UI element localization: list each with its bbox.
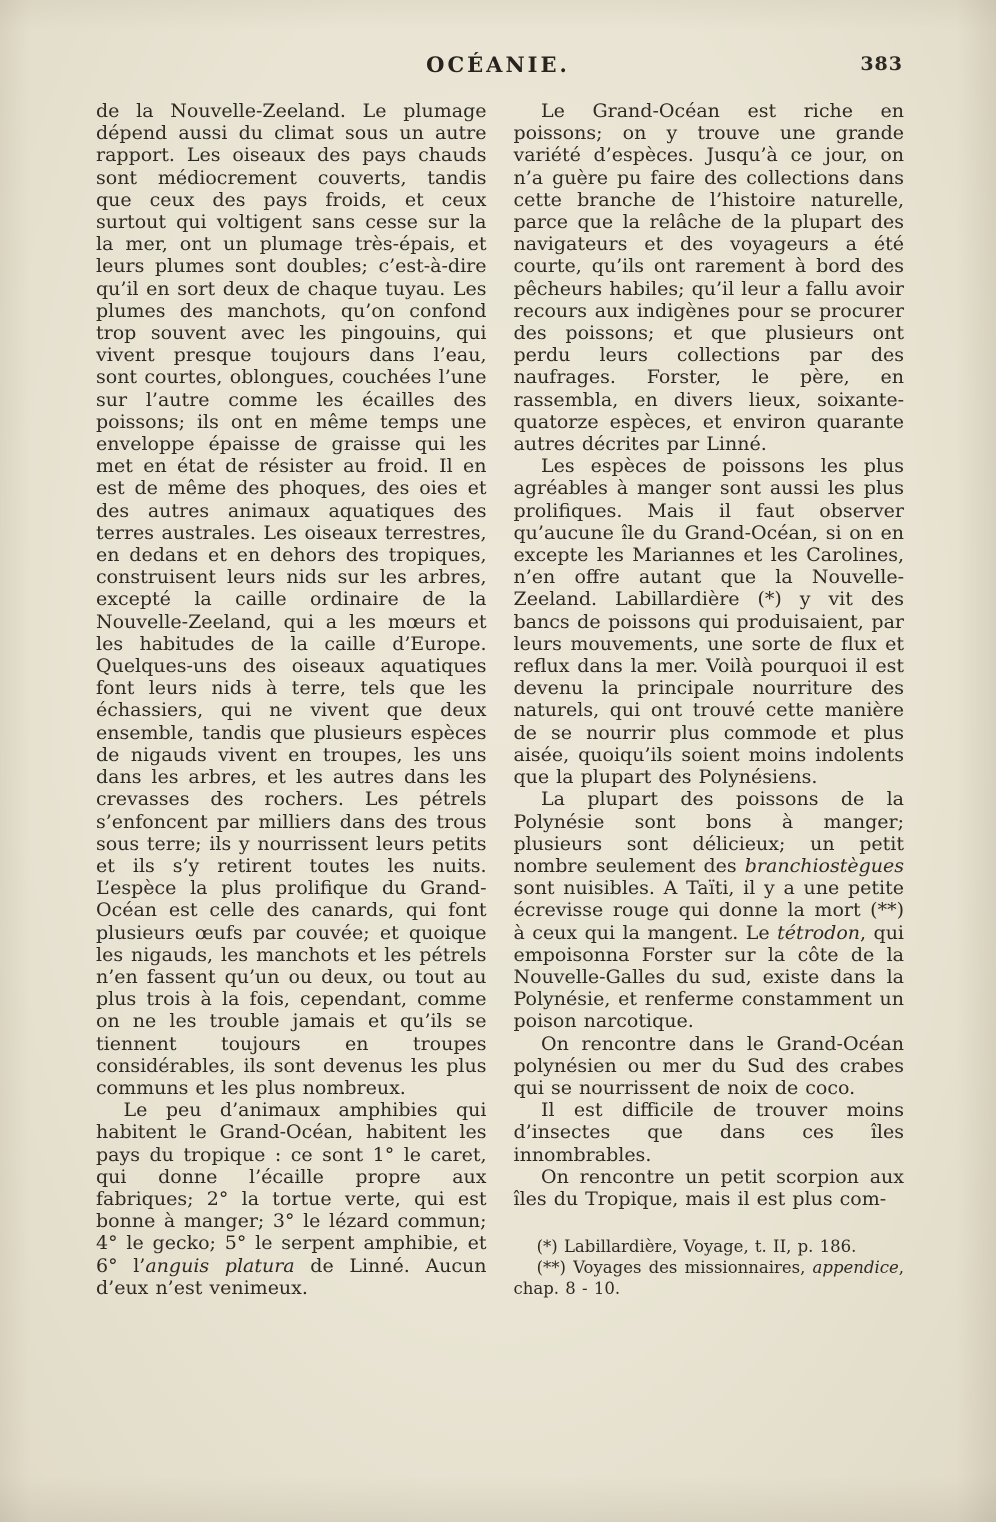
footnote <box>514 1236 905 1257</box>
italic-text: appendice <box>812 1258 899 1278</box>
right-column <box>514 100 905 1299</box>
left-column <box>96 100 487 1299</box>
paragraph <box>514 455 905 788</box>
text-segment: de la Nouvelle-Zeeland. Le plumage dépend aussi du climat sous un autre rapport. Les oiseaux des pays chauds sont médiocrement couverts, tandis que ceux des pays froids, et ceux surtout qui voltigent sans cesse sur la la mer, ont un plumage très-épais, et leurs plumes sont doubles; c’est-à-dire qu’il en sort deux de chaque tuyau. Les plumes des manchots, qu’on confond trop souvent avec les pingouins, qui vivent presque toujours dans l’eau, sont courtes, oblongues, couchées l’une sur l’autre comme les écailles des poissons; ils ont en même temps une enveloppe épaisse de graisse qui les met en état de résister au froid. Il en est de même des phoques, des oies et des autres animaux aquatiques des terres australes. Les oiseaux terrestres, en dedans et en dehors des tropiques, construisent leurs nids sur les arbres, excepté la caille ordinaire de la Nouvelle-Zeeland, qui a les mœurs et les habitudes de la caille d’Europe. Quelques-uns des oiseaux aquatiques font leurs nids à terre, tels que les échassiers, qui ne vivent que deux ensemble, tandis que plusieurs espèces de nigauds vivent en troupes, les uns dans les arbres, et les autres dans les crevasses des rochers. Les pétrels s’enfoncent par milliers dans des trous sous terre; ils y nourrissent leurs petits et ils s’y retirent toutes les nuits. L’espèce la plus prolifique du Grand-Océan est celle des canards, qui font plusieurs œufs par couvée; et quoique les nigauds, les manchots et les pétrels n’en fassent qu’un ou deux, ou tout au plus trois à la fois, cependant, comme on ne les trouble jamais et qu’ils se tiennent toujours en troupes considérables, ils sont devenus les plus communs et les plus nombreux. <box>96 100 487 1099</box>
text-segment: (**) Voyages des missionnaires, <box>536 1258 813 1278</box>
footnote <box>514 1257 905 1299</box>
text-segment: , chap. 8 - 10. <box>513 1258 904 1299</box>
paragraph <box>514 100 905 455</box>
text-columns <box>0 98 996 1299</box>
paragraph <box>514 1099 905 1166</box>
paragraph <box>514 1033 905 1100</box>
text-segment: sont nuisibles. A Taïti, il y a une petite écrevisse rouge qui donne la mort (**) à ceux qui la mangent. Le <box>513 877 904 944</box>
text-segment: On rencontre dans le Grand-Océan polynésien ou mer du Sud des crabes qui se nourrissent de noix de coco. <box>513 1032 904 1099</box>
text-segment: La plupart des poissons de la Polynésie sont bons à manger; plusieurs sont délicieux; un petit nombre seulement des <box>513 788 904 877</box>
text-segment: (*) Labillardière, Voyage, t. II, p. 186. <box>536 1237 857 1257</box>
paragraph <box>96 100 487 1099</box>
text-segment: Il est difficile de trouver moins d’insectes que dans ces îles innombrables. <box>513 1099 904 1166</box>
footnotes <box>514 1236 905 1299</box>
paragraph <box>514 788 905 1032</box>
text-segment: Le peu d’animaux amphibies qui habitent le Grand-Océan, habitent les pays du tropique : ce sont 1° le caret, qui donne l’écaille propre aux fabriques; 2° la tortue verte, qui est bonne à manger; 3° le lézard commun; 4° le gecko; 5° le serpent amphibie, et 6° l’ <box>96 1099 487 1277</box>
italic-text: branchiostègues <box>744 854 904 877</box>
italic-text: tétrodon <box>777 921 861 944</box>
text-segment: On rencontre un petit scorpion aux îles du Tropique, mais il est plus com- <box>513 1165 904 1210</box>
page-header <box>0 0 996 98</box>
text-segment: , qui empoisonna Forster sur la côte de la Nouvelle-Galles du sud, existe dans la Polynésie, et renferme constamment un poison narcotique. <box>513 921 905 1033</box>
text-segment: Les espèces de poissons les plus agréables à manger sont aussi les plus prolifiques. Mais il faut observer qu’aucune île du Grand-Océan, si on en excepte les Mariannes et les Carolines, n’en offre autant que la Nouvelle-Zeeland. Labillardière (*) y vit des bancs de poissons qui produisaient, par leurs mouvements, une sorte de flux et reflux dans la mer. Voilà pourquoi il est devenu la principale nourriture des naturels, qui ont trouvé cette manière de se nourrir plus commode et plus aisée, quoiqu’ils soient moins indolents que la plupart des Polynésiens. <box>513 455 904 789</box>
paragraph <box>514 1166 905 1210</box>
page-title: OCÉANIE. <box>426 52 570 77</box>
text-segment: Le Grand-Océan est riche en poissons; on y trouve une grande variété d’espèces. Jusqu’à ce jour, on n’a guère pu faire des collections dans cette branche de l’histoire naturelle, parce que la relâche de la plupart des navigateurs et des voyageurs a été courte, qu’ils ont rarement à bord des pêcheurs habiles; qu’il leur a fallu avoir recours aux indigènes pour se procurer des poissons; et que plusieurs ont perdu leurs collections par des naufrages. Forster, le père, en rassembla, en divers lieux, soixante-quatorze espèces, et environ quarante autres décrites par Linné. <box>513 100 904 456</box>
italic-text: anguis platura <box>145 1254 295 1277</box>
text-segment: de Linné. Aucun d’eux n’est venimeux. <box>96 1254 487 1299</box>
paragraph <box>96 1099 487 1299</box>
right-column-body <box>514 100 905 1210</box>
page-number: 383 <box>860 53 903 75</box>
